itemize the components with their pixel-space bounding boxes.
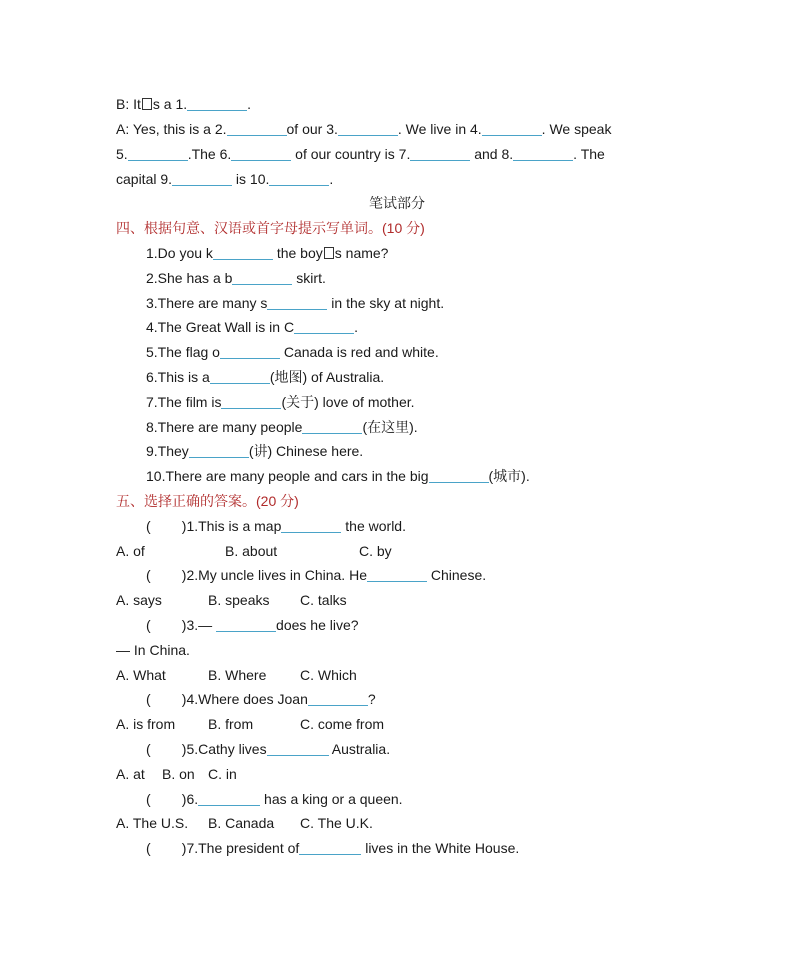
answer-blank[interactable] [232, 268, 292, 285]
part5-q4-options [116, 714, 384, 734]
text: 6. [186, 791, 199, 807]
answer-paren[interactable]: ( ) [146, 617, 187, 633]
blank-1[interactable] [187, 94, 247, 111]
text: 4.The Great Wall is in C [146, 319, 295, 335]
text: Australia. [328, 741, 391, 757]
part5-q6-options [116, 813, 373, 833]
option-b: B. Canada [208, 815, 275, 831]
option-b: B. about [225, 543, 278, 559]
answer-paren[interactable]: ( ) [146, 741, 187, 757]
part5-q6 [146, 789, 403, 809]
missing-char-box [142, 98, 152, 110]
answer-blank[interactable] [302, 417, 362, 434]
text: the boy [272, 245, 323, 261]
text: . We live in 4. [397, 121, 482, 137]
blank-4[interactable] [482, 119, 542, 136]
option-a: A. The U.S. [116, 815, 189, 831]
part5-q3-options [116, 665, 357, 685]
text: is 10. [232, 171, 270, 187]
answer-blank[interactable] [221, 392, 281, 409]
answer-paren[interactable]: ( ) [146, 518, 187, 534]
part4-heading: 四、根据句意、汉语或首字母提示写单词。(10 分) [116, 220, 425, 236]
text: of our country is 7. [291, 146, 411, 162]
option-b: B. Where [208, 667, 267, 683]
option-b: B. on [162, 766, 195, 782]
text: 5.Cathy lives [186, 741, 267, 757]
text: 4.Where does Joan [186, 691, 308, 707]
answer-blank[interactable] [267, 293, 327, 310]
text: in the sky at night. [327, 295, 445, 311]
part5-heading: 五、选择正确的答案。(20 分) [116, 493, 299, 509]
text: . [247, 96, 252, 112]
text: 5.The flag o [146, 344, 220, 360]
text: does he live? [276, 617, 359, 633]
part4-item-5 [146, 342, 439, 362]
part4-item-8 [146, 417, 418, 437]
text: 1.Do you k [146, 245, 213, 261]
dialogue-line-2 [116, 119, 611, 139]
part5-q3-answer: — In China. [116, 642, 190, 658]
text: s name? [334, 245, 389, 261]
text: (在这里). [362, 419, 418, 435]
answer-paren[interactable]: ( ) [146, 791, 187, 807]
text: (地图) of Australia. [269, 369, 385, 385]
blank-5[interactable] [128, 144, 188, 161]
answer-blank[interactable] [216, 615, 276, 632]
part4-item-10 [146, 466, 530, 486]
answer-blank[interactable] [210, 367, 270, 384]
text: capital 9. [116, 171, 173, 187]
text: has a king or a queen. [260, 791, 403, 807]
option-a: A. says [116, 592, 162, 608]
option-c: C. Which [300, 667, 357, 683]
dialogue-line-3 [116, 144, 605, 164]
text: . We speak [541, 121, 612, 137]
answer-paren[interactable]: ( ) [146, 840, 187, 856]
part5-q5-options [116, 764, 237, 784]
option-c: C. come from [300, 716, 385, 732]
part5-q4 [146, 689, 376, 709]
option-b: B. from [208, 716, 254, 732]
part5-q1-options [116, 541, 392, 561]
option-a: A. of [116, 543, 145, 559]
part4-item-2 [146, 268, 326, 288]
option-c: C. The U.K. [300, 815, 373, 831]
blank-3[interactable] [338, 119, 398, 136]
text: A: Yes, this is a 2. [116, 121, 227, 137]
text: .The 6. [187, 146, 232, 162]
part5-q7 [146, 838, 519, 858]
part5-q3 [146, 615, 359, 635]
text: . [329, 171, 334, 187]
part4-item-1 [146, 243, 388, 263]
answer-paren[interactable]: ( ) [146, 567, 187, 583]
text: 2.My uncle lives in China. He [186, 567, 367, 583]
part4-item-9 [146, 441, 363, 461]
answer-blank[interactable] [220, 342, 280, 359]
answer-blank[interactable] [367, 565, 427, 582]
part5-q2-options [116, 590, 347, 610]
option-a: A. at [116, 766, 145, 782]
text: . The [573, 146, 605, 162]
answer-blank[interactable] [308, 689, 368, 706]
answer-blank[interactable] [281, 516, 341, 533]
text: (城市). [488, 468, 530, 484]
part4-item-3 [146, 293, 444, 313]
answer-blank[interactable] [198, 789, 260, 806]
text: ? [367, 691, 376, 707]
text: Chinese. [426, 567, 487, 583]
part4-item-6 [146, 367, 384, 387]
answer-blank[interactable] [189, 441, 249, 458]
answer-blank[interactable] [294, 317, 354, 334]
blank-7[interactable] [410, 144, 470, 161]
option-c: C. in [208, 766, 237, 782]
text: 6.This is a [146, 369, 210, 385]
option-a: A. What [116, 667, 166, 683]
option-c: C. talks [300, 592, 347, 608]
text: 8.There are many people [146, 419, 303, 435]
option-b: B. speaks [208, 592, 270, 608]
answer-blank[interactable] [213, 243, 273, 260]
text: 1.This is a map [186, 518, 282, 534]
text: (讲) Chinese here. [248, 443, 364, 459]
text: s a 1. [152, 96, 188, 112]
part5-q1 [146, 516, 406, 536]
option-c: C. by [359, 543, 392, 559]
blank-6[interactable] [231, 144, 291, 161]
text: Canada is red and white. [279, 344, 439, 360]
blank-2[interactable] [227, 119, 287, 136]
blank-9[interactable] [172, 169, 232, 186]
option-a: A. is from [116, 716, 176, 732]
answer-blank[interactable] [299, 838, 361, 855]
text: 5. [116, 146, 128, 162]
part5-q2 [146, 565, 486, 585]
text: lives in the White House. [361, 840, 520, 856]
text: of our 3. [286, 121, 338, 137]
text: 7.The president of [186, 840, 300, 856]
answer-blank[interactable] [267, 739, 329, 756]
text: 9.They [146, 443, 189, 459]
dialogue-line-1 [116, 94, 251, 114]
answer-blank[interactable] [429, 466, 489, 483]
text: and 8. [470, 146, 514, 162]
text: 7.The film is [146, 394, 222, 410]
text: B: It [116, 96, 141, 112]
part4-item-4 [146, 317, 358, 337]
part4-item-7 [146, 392, 415, 412]
blank-10[interactable] [269, 169, 329, 186]
text: the world. [341, 518, 406, 534]
text: 10.There are many people and cars in the big [146, 468, 429, 484]
text: 2.She has a b [146, 270, 233, 286]
answer-paren[interactable]: ( ) [146, 691, 187, 707]
part5-q5 [146, 739, 390, 759]
text: (关于) love of mother. [281, 394, 415, 410]
text: 3.— [186, 617, 217, 633]
text: 3.There are many s [146, 295, 268, 311]
text: skirt. [292, 270, 326, 286]
dialogue-line-4 [116, 169, 333, 189]
section-title: 笔试部分 [369, 195, 425, 211]
text: . [354, 319, 358, 335]
missing-char-box [324, 247, 334, 259]
blank-8[interactable] [513, 144, 573, 161]
